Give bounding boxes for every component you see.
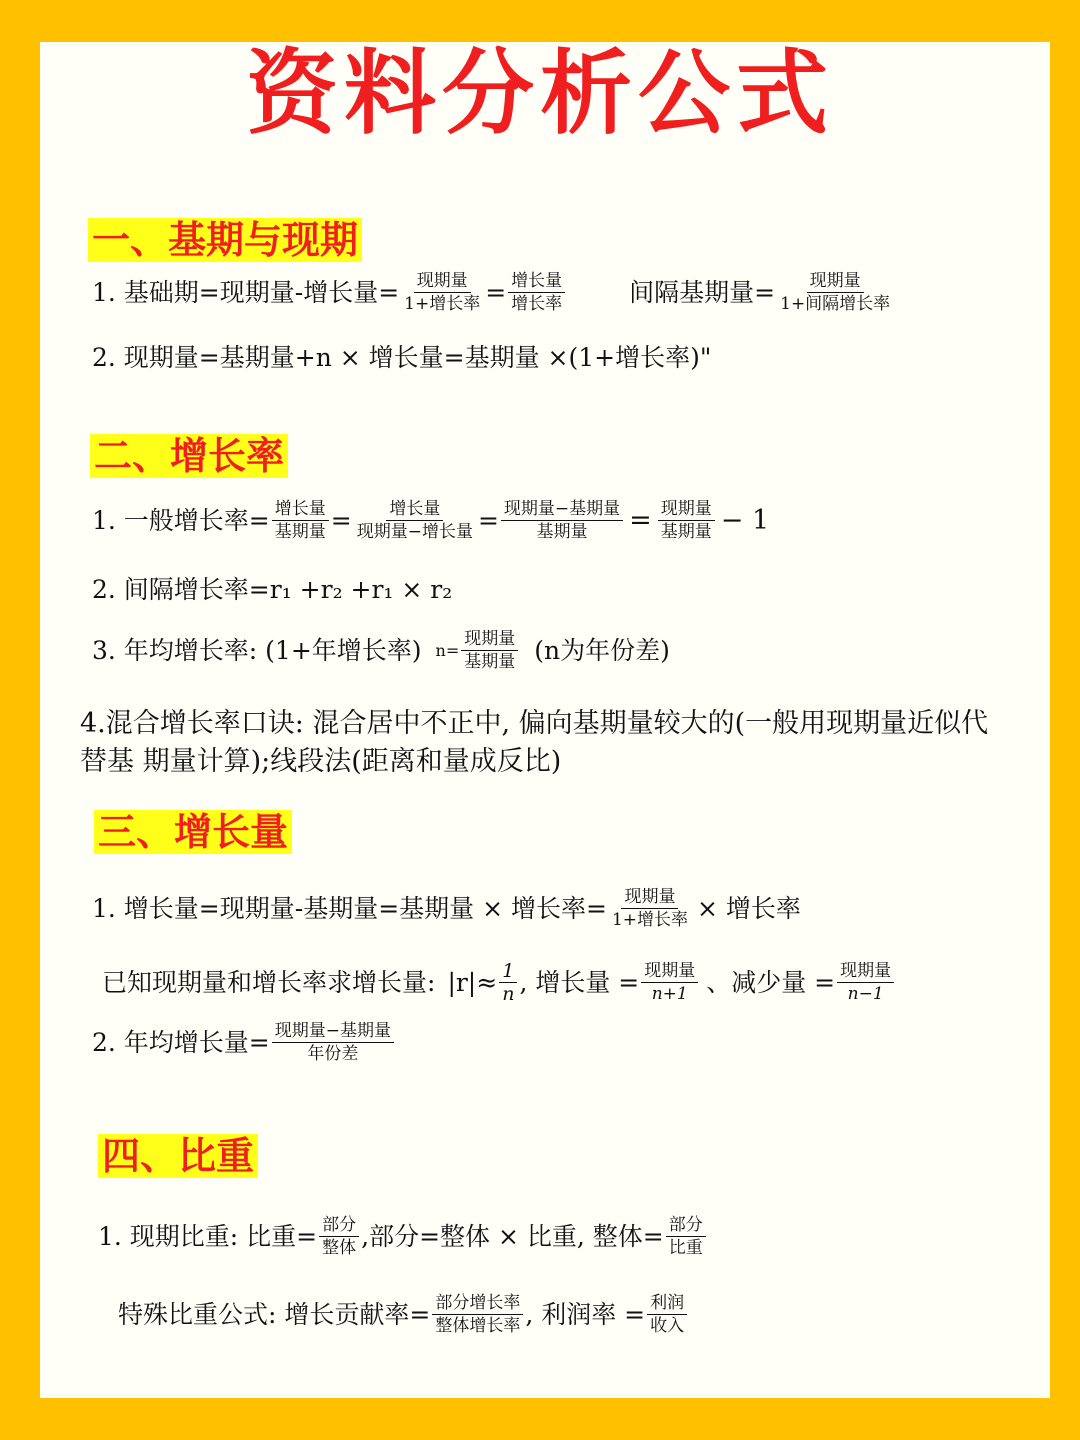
denominator: 收入 xyxy=(650,1316,685,1336)
formula-text: 、减少量 = xyxy=(706,967,836,997)
section-heading-growth-amount: 三、增长量 xyxy=(94,810,292,854)
denominator: n−1 xyxy=(847,984,884,1004)
denominator: 基期量 xyxy=(536,522,588,542)
fraction xyxy=(837,960,894,1005)
mixed-growth-rate-tip: 4.混合增长率口诀: 混合居中不正中, 偏向基期量较大的(一般用现期量近似代替基 期量计算);线段法(距离和量成反比) xyxy=(80,708,989,777)
formula-text: 1. 基础期=现期量-增长量= xyxy=(92,277,400,307)
numerator: 现期量 xyxy=(807,270,864,293)
numerator: 现期量−基期量 xyxy=(501,498,623,521)
equals-sign: = xyxy=(477,505,499,535)
page-title: 资料分析公式 xyxy=(245,40,834,147)
formula-text: 1. 一般增长率= xyxy=(92,505,270,535)
fraction xyxy=(666,1214,706,1259)
fraction xyxy=(499,960,517,1005)
denominator: 1+间隔增长率 xyxy=(780,294,891,314)
section-heading-base-period: 一、基期与现期 xyxy=(88,218,362,262)
formula-note: (n为年份差) xyxy=(534,635,670,665)
formula-text: 已知现期量和增长率求增长量: xyxy=(102,967,436,997)
numerator: 现期量−基期量 xyxy=(272,1020,394,1043)
fraction xyxy=(777,270,893,315)
formula-growth-estimate xyxy=(102,960,896,1005)
formula-text: 特殊比重公式: 增长贡献率= xyxy=(118,1299,431,1329)
fraction xyxy=(658,498,715,543)
formula-general-growth-rate xyxy=(92,498,773,543)
formula-text: , 利润率 = xyxy=(525,1299,646,1329)
formula-text: , 增长量 = xyxy=(519,967,640,997)
denominator: 增长率 xyxy=(511,294,563,314)
fraction xyxy=(354,498,476,543)
formula-proportion xyxy=(98,1214,708,1259)
fraction xyxy=(461,628,518,673)
formula-text: 3. 年均增长率: (1+年增长率) xyxy=(92,635,422,665)
denominator: n+1 xyxy=(651,984,688,1004)
denominator: 年份差 xyxy=(307,1044,359,1064)
numerator: 利润 xyxy=(647,1292,687,1315)
formula-special-proportion xyxy=(118,1292,689,1337)
numerator: 部分 xyxy=(666,1214,706,1237)
fraction xyxy=(641,960,698,1005)
formula-text: 2. 年均增长量= xyxy=(92,1027,270,1057)
formula-current-period: 2. 现期量=基期量+n × 增长量=基期量 ×(1+增长率)" xyxy=(92,343,712,372)
denominator: 基期量 xyxy=(660,522,712,542)
denominator: 比重 xyxy=(668,1238,703,1258)
numerator: 现期量 xyxy=(414,270,471,293)
numerator: 现期量 xyxy=(658,498,715,521)
section-heading-proportion: 四、比重 xyxy=(98,1134,258,1178)
numerator: 现期量 xyxy=(621,886,678,909)
fraction xyxy=(647,1292,687,1337)
formula-growth-amount xyxy=(92,886,805,931)
denominator: 现期量−增长量 xyxy=(356,522,473,542)
numerator: 现期量 xyxy=(837,960,894,983)
numerator: 1 xyxy=(499,960,517,983)
numerator: 增长量 xyxy=(386,498,443,521)
minus-one: − 1 xyxy=(720,504,770,536)
formula-base-period xyxy=(92,270,895,315)
formula-interval-growth-rate: 2. 间隔增长率=r₁ +r₂ +r₁ × r₂ xyxy=(92,575,453,604)
numerator: 现期量 xyxy=(641,960,698,983)
numerator: 现期量 xyxy=(461,628,518,651)
numerator: 部分增长率 xyxy=(432,1292,523,1315)
denominator: 1+增长率 xyxy=(404,294,481,314)
equals-sign: = xyxy=(330,505,352,535)
formula-text: 1. 现期比重: 比重= xyxy=(98,1221,318,1251)
fraction xyxy=(319,1214,359,1259)
section-heading-growth-rate: 二、增长率 xyxy=(90,434,288,478)
equals-sign: = xyxy=(485,277,507,307)
formula-text: ,部分=整体 × 比重, 整体= xyxy=(361,1221,664,1251)
formula-annual-growth-amount xyxy=(92,1020,396,1065)
exponent: n= xyxy=(435,640,460,660)
denominator: 1+增长率 xyxy=(611,910,688,930)
formula-text: 间隔基期量= xyxy=(629,277,776,307)
equals-sign: = xyxy=(629,504,652,536)
denominator: 基期量 xyxy=(464,652,516,672)
fraction xyxy=(272,498,329,543)
denominator: 基期量 xyxy=(274,522,326,542)
denominator: 整体 xyxy=(322,1238,357,1258)
numerator: 增长量 xyxy=(272,498,329,521)
denominator: n xyxy=(502,983,515,1005)
fraction xyxy=(401,270,483,315)
numerator: 增长量 xyxy=(508,270,565,293)
fraction xyxy=(501,498,623,543)
numerator: 部分 xyxy=(319,1214,359,1237)
formula-annual-growth-rate xyxy=(92,628,670,673)
formula-text: × 增长率 xyxy=(697,893,801,923)
formula-text: |r|≈ xyxy=(447,967,498,997)
fraction xyxy=(609,886,691,931)
denominator: 整体增长率 xyxy=(435,1316,521,1336)
fraction xyxy=(272,1020,394,1065)
fraction xyxy=(432,1292,523,1337)
formula-text: 1. 增长量=现期量-基期量=基期量 × 增长率= xyxy=(92,893,607,923)
fraction xyxy=(508,270,565,315)
